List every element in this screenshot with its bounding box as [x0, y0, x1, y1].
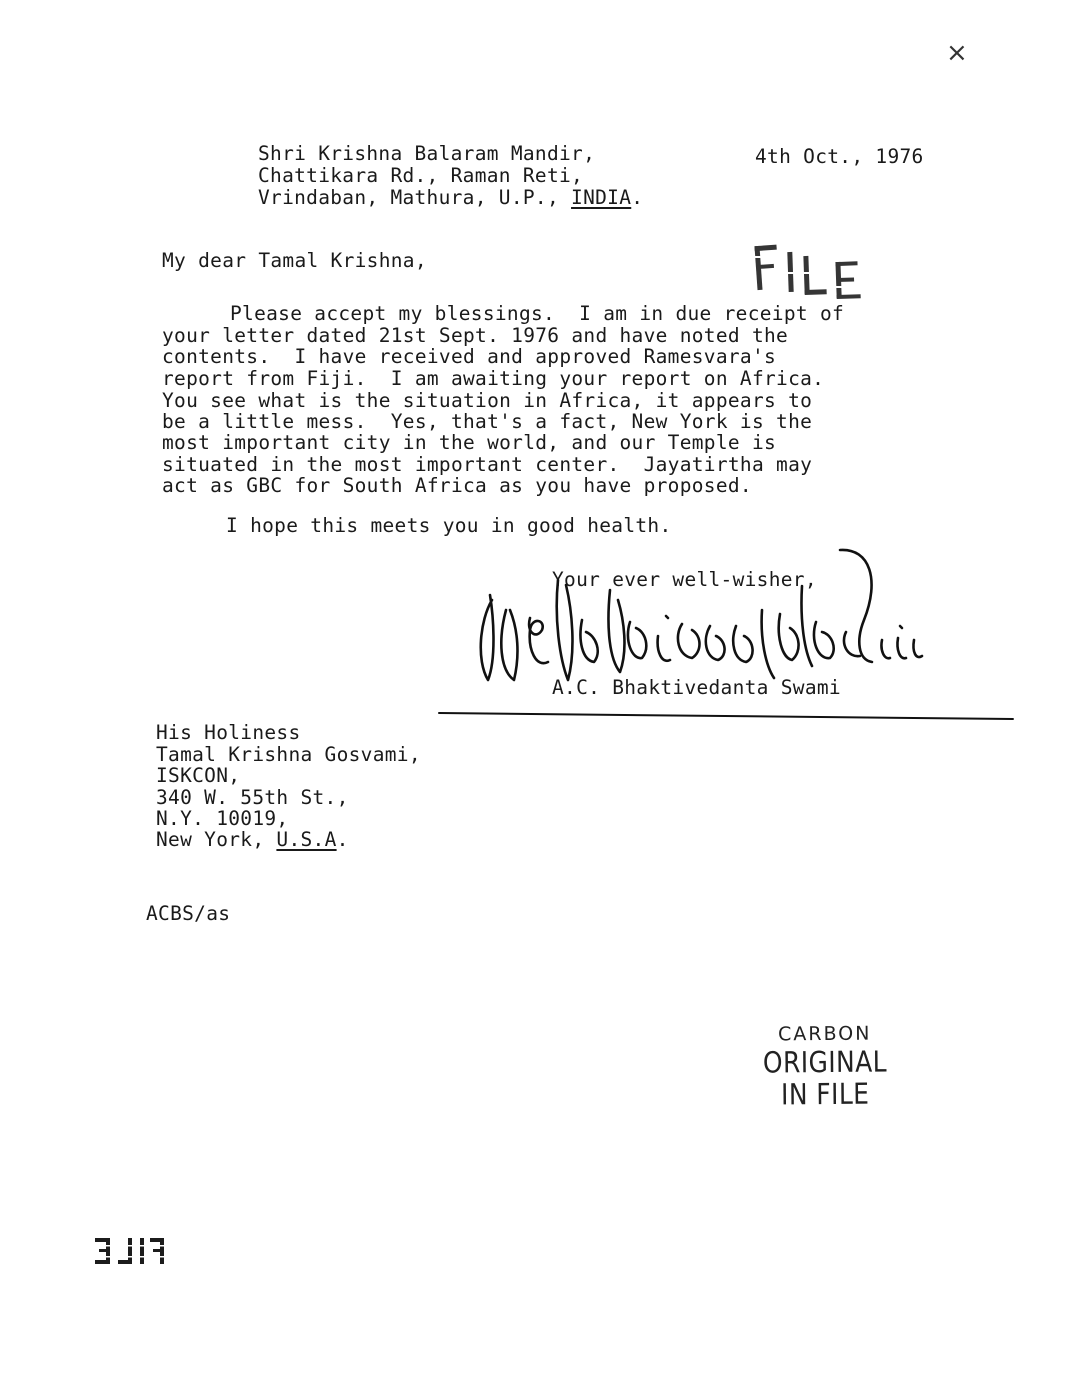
corner-mark: ×	[946, 38, 968, 68]
carbon-stamp-line-2: ORIGINAL	[762, 1044, 888, 1080]
sender-address-line-2: Chattikara Rd., Raman Reti,	[258, 164, 584, 187]
recipient-address-line-4: 340 W. 55th St.,	[156, 786, 349, 809]
valediction: Your ever well-wisher,	[552, 568, 817, 591]
body-line: report from Fiji. I am awaiting your report on Africa.	[162, 367, 825, 390]
sender-address-line-1: Shri Krishna Balaram Mandir,	[258, 142, 596, 165]
sender-address-line-3	[258, 187, 643, 209]
mirrored-file-mark	[82, 1232, 172, 1272]
body-line: contents. I have received and approved Ramesvara's	[162, 345, 777, 368]
recipient-address-period: .	[336, 828, 349, 851]
recipient-address-country: U.S.A	[276, 828, 337, 851]
sender-address-city: Vrindaban, Mathura, U.P.,	[258, 186, 572, 209]
recipient-address-line-5: N.Y. 10019,	[156, 807, 289, 830]
salutation: My dear Tamal Krishna,	[162, 249, 427, 272]
signer-name: A.C. Bhaktivedanta Swami	[552, 676, 841, 699]
body-line: Please accept my blessings. I am in due receipt of	[230, 302, 845, 325]
signature-rule	[438, 712, 1014, 720]
recipient-address-line-6	[156, 829, 349, 851]
closing-paragraph: I hope this meets you in good health.	[226, 514, 672, 537]
body-line: your letter dated 21st Sept. 1976 and have noted the	[162, 324, 789, 347]
body-line: You see what is the situation in Africa, it appears to	[162, 389, 813, 412]
carbon-original-stamp	[740, 1021, 911, 1110]
recipient-address-line-3: ISKCON,	[156, 764, 241, 787]
sender-address-country: INDIA	[571, 186, 632, 209]
recipient-address-line-1: His Holiness	[156, 721, 301, 744]
sender-address-period: .	[631, 186, 644, 209]
recipient-address-city: New York,	[156, 828, 277, 851]
body-line: most important city in the world, and our Temple is	[162, 431, 777, 454]
recipient-address-line-2: Tamal Krishna Gosvami,	[156, 743, 421, 766]
body-line: be a little mess. Yes, that's a fact, New York is the	[162, 410, 813, 433]
reference-initials: ACBS/as	[146, 902, 231, 925]
carbon-stamp-line-1: CARBON	[777, 1022, 872, 1046]
body-line: act as GBC for South Africa as you have proposed.	[162, 474, 752, 497]
body-line: situated in the most important center. Jayatirtha may	[162, 453, 813, 476]
letter-date: 4th Oct., 1976	[755, 145, 924, 168]
carbon-stamp-line-3: IN FILE	[780, 1076, 870, 1112]
